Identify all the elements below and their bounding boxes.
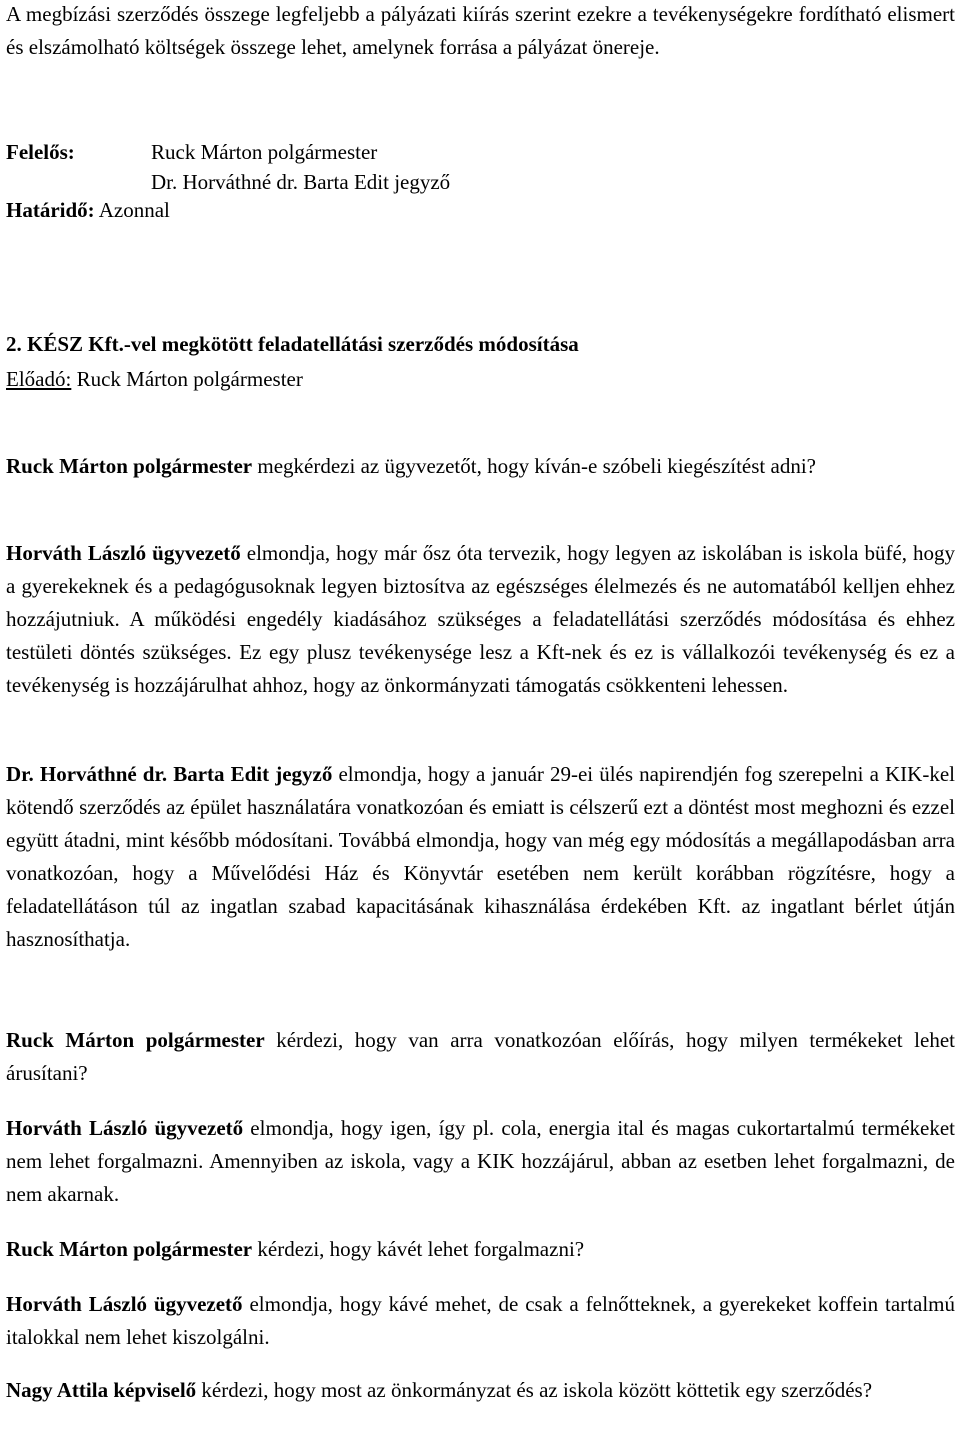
speaker: Ruck Márton polgármester [6,1237,253,1261]
paragraph-2 [6,537,955,702]
speech-text: kérdezi, hogy van arra vonatkozóan előírás, hogy milyen termékeket lehet árusítani? [6,1028,955,1085]
presenter-label: Előadó: [6,367,72,391]
responsible-person-1: Ruck Márton polgármester [151,140,378,164]
speech-text: elmondja, hogy kávé mehet, de csak a felnőtteknek, a gyerekeket koffein tartalmú italokkal nem lehet kiszolgálni. [6,1292,956,1349]
speech-text: kérdezi, hogy most az önkormányzat és az iskola között köttetik egy szerződés? [196,1378,873,1402]
speech-text: elmondja, hogy már ősz óta tervezik, hogy legyen az iskolában is iskola büfé, hogy a gyerekeknek és a pedagógusoknak legyen biztosítva az egészséges élelmezés és ne automatából kelljen ehhez hozzájutniuk. A működési engedély kiadásához szükséges a feladatellátási szerződés módosítása és ehhez testületi döntés szükséges. Ez egy plusz tevékenysége lesz a Kft-nek és ez is vállalkozói tevékenység és ez a tevékenység is hozzájárulhat ahhoz, hogy az önkormányzati támogatás csökkenteni lehessen. [6,541,956,697]
speech-text: elmondja, hogy a január 29-ei ülés napirendjén fog szerepelni a KIK-kel kötendő szerződés az épület használatára vonatkozóan és emiatt is célszerű ezt a döntést most meghozni és ezzel együtt átadni, mint később módosítani. Továbbá elmondja, hogy van még egy módosítás a megállapodásban arra vonatkozóan, hogy a Művelődési Ház és Könyvtár esetében nem került korábban rögzítésre, hogy a feladatellátáson túl az ingatlan szabad kapacitásának kihasználása érdekében Kft. az ingatlant bérlet útján hasznosíthatja. [6,762,955,951]
speaker: Ruck Márton polgármester [6,1028,265,1052]
speaker: Horváth László ügyvezető [6,1116,244,1140]
speaker: Ruck Márton polgármester [6,454,253,478]
speech-text: elmondja, hogy igen, így pl. cola, energia ital és magas cukortartalmú termékeket nem lehet forgalmazni. Amennyiben az iskola, vagy a KIK hozzájárul, abban az esetben lehet forgalmazni, de nem akarnak. [6,1116,956,1206]
speech-text: kérdezi, hogy kávét lehet forgalmazni? [252,1237,585,1261]
deadline-value: Azonnal [98,198,170,222]
speaker: Horváth László ügyvezető [6,541,241,565]
responsible-person-2: Dr. Horváthné dr. Barta Edit jegyző [151,170,451,194]
paragraph-8 [6,1374,955,1407]
speaker: Dr. Horváthné dr. Barta Edit jegyző [6,762,333,786]
paragraph-3 [6,758,955,956]
paragraph-1 [6,450,955,483]
paragraph-5 [6,1112,955,1211]
paragraph-4 [6,1024,955,1090]
intro-paragraph: A megbízási szerződés összege legfeljebb a pályázati kiírás szerint ezekre a tevékenységekre fordítható elismert és elszámolható költségek összege lehet, amelynek forrása a pályázat önereje. [6,2,955,59]
presenter-value: Ruck Márton polgármester [71,367,303,391]
speaker: Horváth László ügyvezető [6,1292,243,1316]
paragraph-7 [6,1288,955,1354]
speech-text: megkérdezi az ügyvezetőt, hogy kíván-e szóbeli kiegészítést adni? [252,454,816,478]
responsible-label: Felelős: [6,140,75,164]
speaker: Nagy Attila képviselő [6,1378,197,1402]
paragraph-6 [6,1233,955,1266]
agenda-title: 2. KÉSZ Kft.-vel megkötött feladatellátási szerződés módosítása [6,332,579,356]
deadline-label: Határidő: [6,198,95,222]
